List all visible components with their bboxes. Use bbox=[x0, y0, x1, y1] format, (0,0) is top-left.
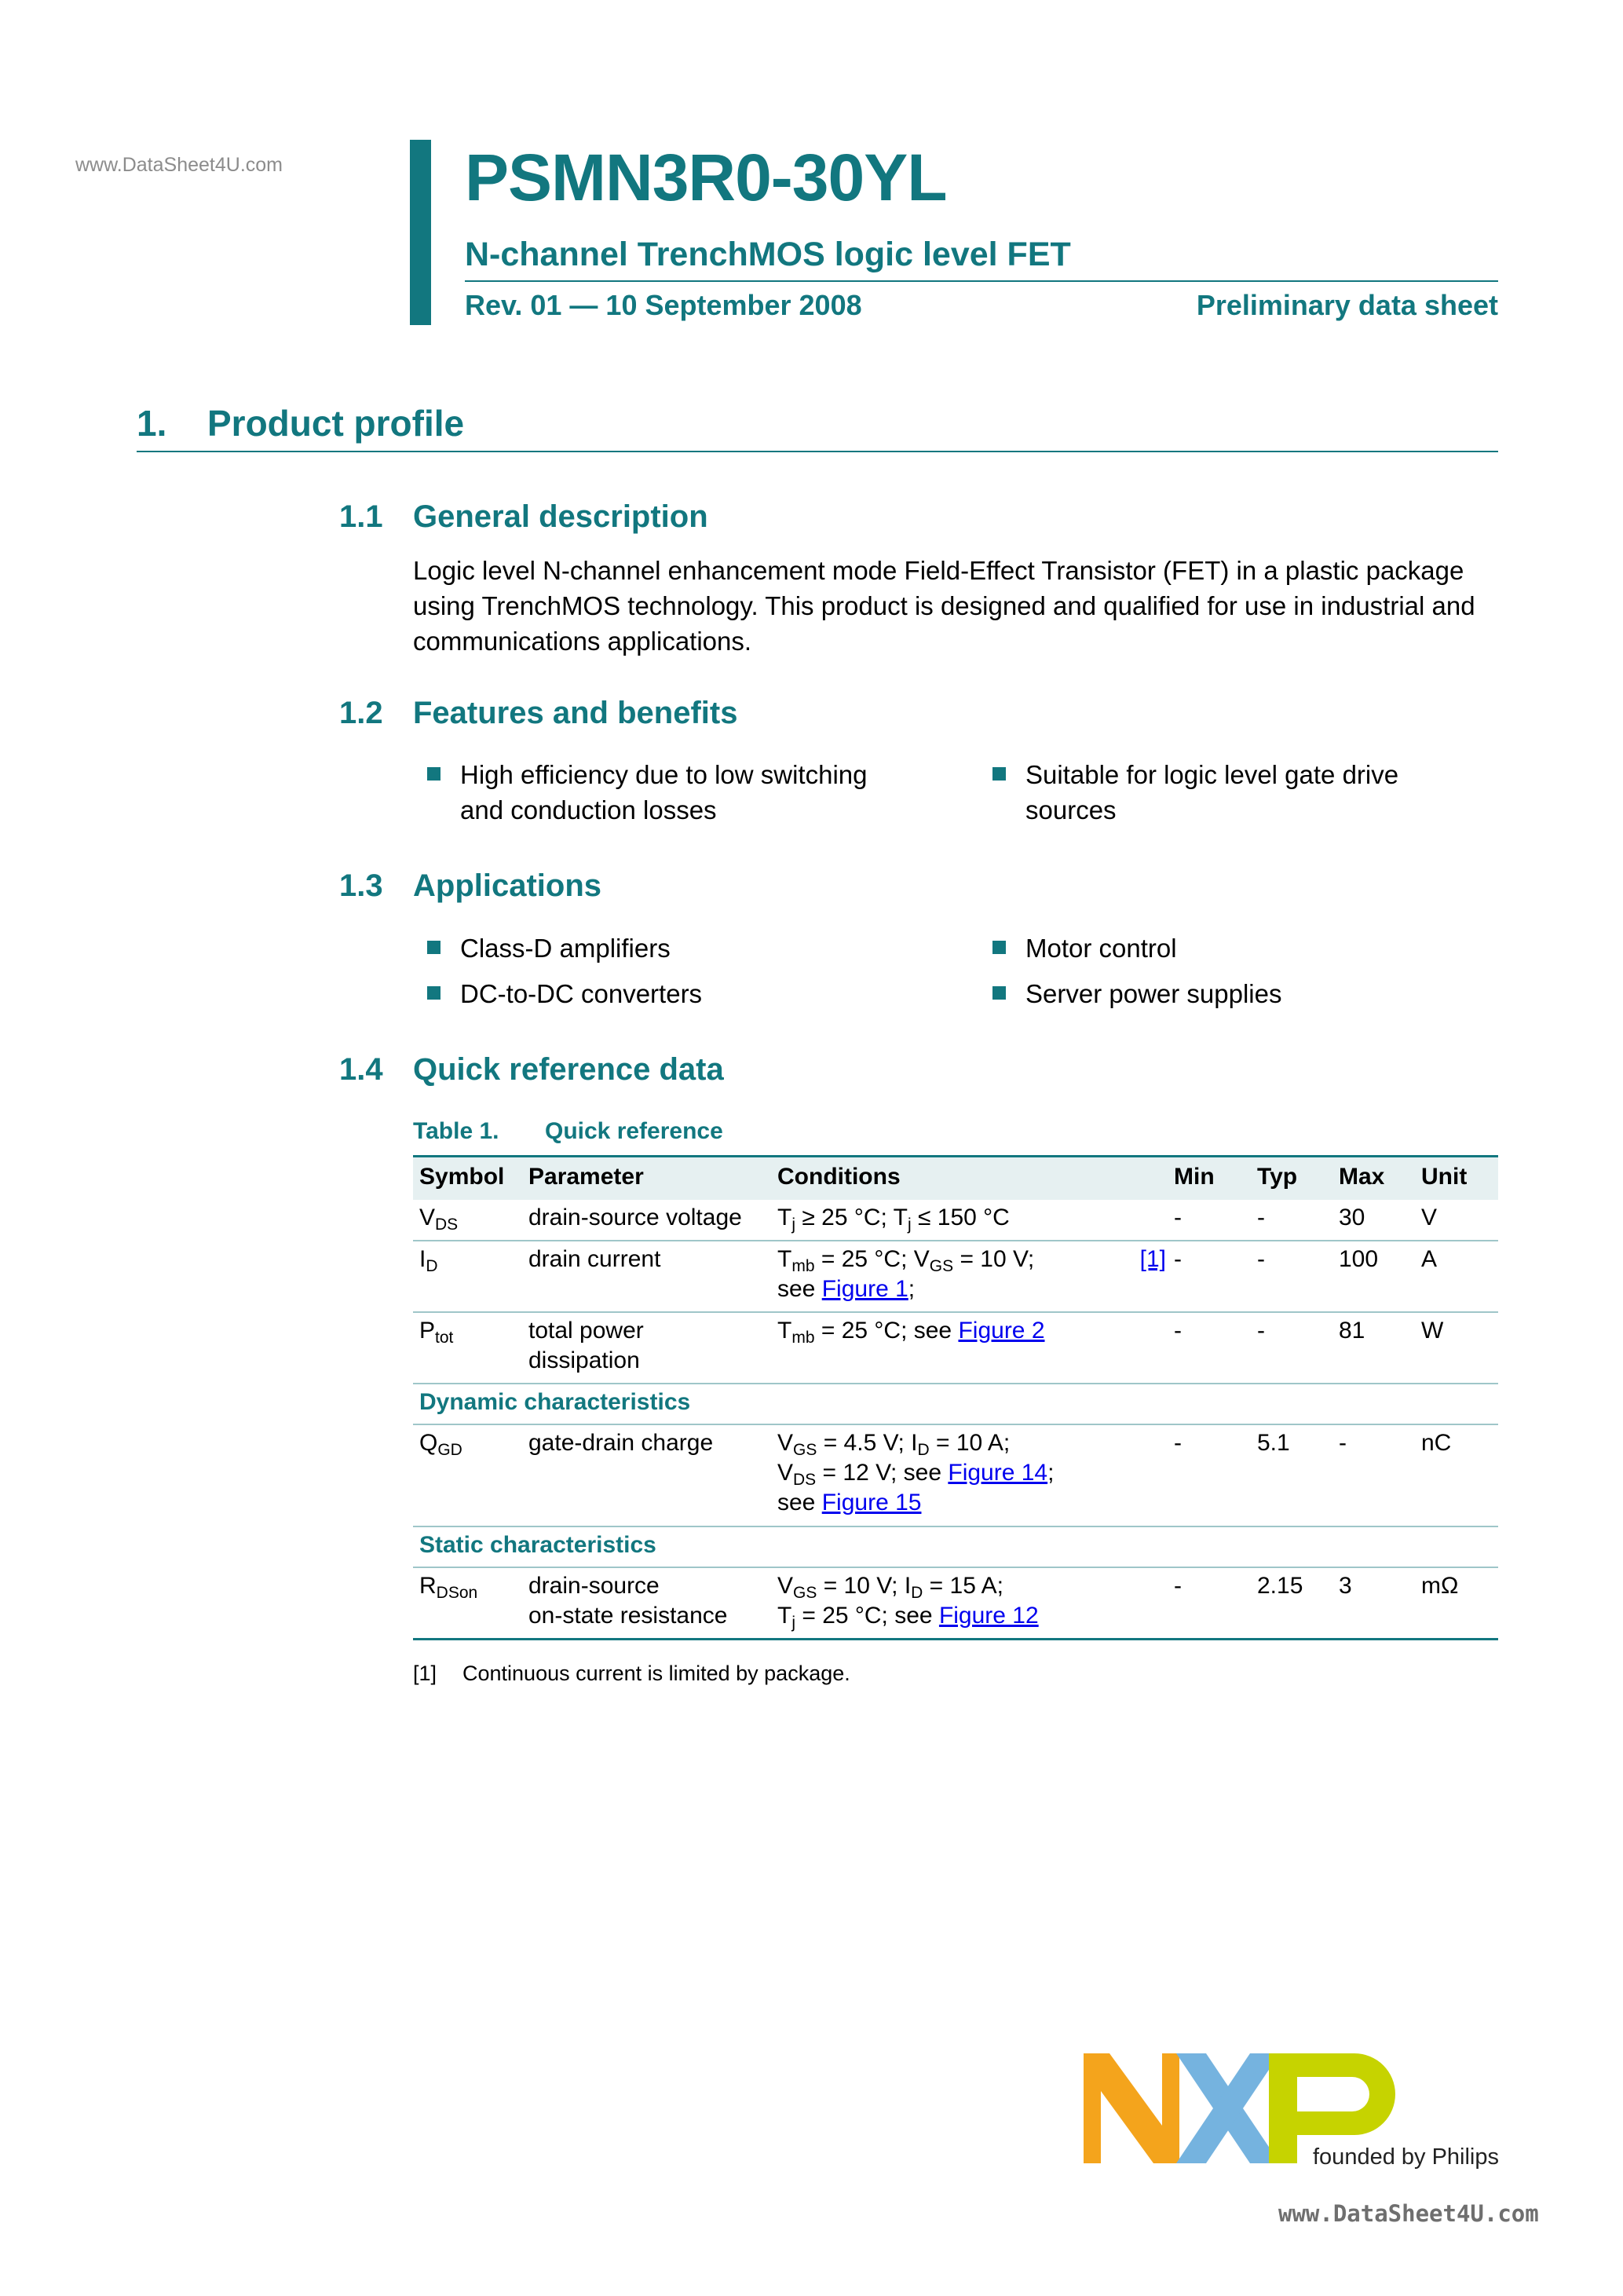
list-item-text: High efficiency due to low switching and conduction losses bbox=[460, 760, 868, 824]
unit-cell: V bbox=[1421, 1205, 1438, 1230]
symbol-cell: $P_{tot}$ bbox=[419, 1318, 454, 1347]
min-cell: - bbox=[1174, 1573, 1182, 1599]
table-header-row bbox=[413, 1157, 1498, 1201]
subsection-title: General description bbox=[413, 499, 708, 534]
subtitle-rule bbox=[465, 280, 1498, 282]
column-header: Parameter bbox=[528, 1164, 644, 1190]
section-label: Static characteristics bbox=[419, 1532, 656, 1558]
list-item-text: DC-to-DC converters bbox=[460, 979, 703, 1008]
symbol-cell: $V_{DS}$ bbox=[419, 1205, 459, 1234]
bullet-square-icon bbox=[427, 986, 440, 1000]
unit-cell: mΩ bbox=[1421, 1573, 1459, 1599]
table-row bbox=[413, 1312, 1498, 1384]
max-cell: - bbox=[1339, 1430, 1347, 1456]
conditions-cell: $V_{GS} = 10$ V; $I_D = 15$ A; $T_j = 25$ °C; see Figure 12 bbox=[777, 1573, 1039, 1632]
table-row bbox=[413, 1241, 1498, 1312]
max-cell: 30 bbox=[1339, 1205, 1365, 1230]
figure-link[interactable]: Figure 1 bbox=[821, 1276, 908, 1302]
subsection-title: Applications bbox=[413, 868, 602, 903]
figure-link[interactable]: Figure 15 bbox=[821, 1490, 922, 1515]
subsection-title: Features and benefits bbox=[413, 696, 738, 730]
section-number: 1. bbox=[137, 403, 167, 444]
bullet-square-icon bbox=[992, 941, 1006, 954]
column-header: Min bbox=[1174, 1164, 1215, 1190]
symbol-cell: $I_D$ bbox=[419, 1246, 438, 1275]
table-row bbox=[413, 1567, 1498, 1639]
watermark-bottom: www.DataSheet4U.com bbox=[1278, 2200, 1539, 2227]
subsection-number: 1.4 bbox=[339, 1052, 383, 1087]
bullet-square-icon bbox=[427, 941, 440, 954]
column-header: Unit bbox=[1421, 1164, 1468, 1190]
bullet-square-icon bbox=[992, 767, 1006, 781]
list-item-text: Class-D amplifiers bbox=[460, 934, 671, 963]
max-cell: 3 bbox=[1339, 1573, 1352, 1599]
document-title: PSMN3R0-30YL bbox=[465, 141, 947, 214]
table-row bbox=[413, 1424, 1498, 1526]
column-header: Symbol bbox=[419, 1164, 505, 1190]
footnote-text: Continuous current is limited by package. bbox=[462, 1662, 850, 1685]
figure-link[interactable]: Figure 2 bbox=[958, 1318, 1045, 1344]
list-item-text: Server power supplies bbox=[1025, 979, 1282, 1008]
figure-link[interactable]: Figure 14 bbox=[948, 1460, 1048, 1486]
conditions-cell: $T_{mb} = 25$ °C; see Figure 2 bbox=[777, 1318, 1045, 1347]
list-item-text: Motor control bbox=[1025, 934, 1177, 963]
table-caption: Quick reference bbox=[545, 1118, 723, 1144]
table-section-row bbox=[413, 1526, 1498, 1567]
footnote-number: [1] bbox=[413, 1662, 437, 1685]
parameter-cell: drain-source voltage bbox=[528, 1205, 742, 1230]
footnote-link[interactable]: [1] bbox=[1139, 1246, 1166, 1272]
watermark-top: www.DataSheet4U.com bbox=[75, 154, 283, 176]
logo-letter-n bbox=[1084, 2053, 1179, 2163]
max-cell: 81 bbox=[1339, 1318, 1365, 1344]
conditions-cell: $T_j \ge 25$ °C; $T_j \le 150$ °C bbox=[777, 1205, 1010, 1234]
min-cell: - bbox=[1174, 1430, 1182, 1456]
unit-cell: W bbox=[1421, 1318, 1444, 1344]
list-item-text: Suitable for logic level gate drive sources bbox=[1025, 760, 1399, 824]
parameter-cell: total power dissipation bbox=[528, 1318, 644, 1373]
title-accent-bar bbox=[410, 140, 431, 325]
bullet-square-icon bbox=[427, 767, 440, 781]
table-row bbox=[413, 1200, 1498, 1241]
parameter-cell: gate-drain charge bbox=[528, 1430, 714, 1456]
column-header: Typ bbox=[1257, 1164, 1298, 1190]
parameter-cell: drain-source on-state resistance bbox=[528, 1573, 728, 1629]
document-type: Preliminary data sheet bbox=[1196, 289, 1498, 321]
general-description-text: Logic level N-channel enhancement mode Field-Effect Transistor (FET) in a plastic package using TrenchMOS technology. This product is designed and qualified for use in industrial and communications applications. bbox=[413, 556, 1475, 656]
subsection-number: 1.1 bbox=[339, 499, 383, 534]
subsection-number: 1.3 bbox=[339, 868, 383, 903]
parameter-cell: drain current bbox=[528, 1246, 661, 1272]
revision-info: Rev. 01 — 10 September 2008 bbox=[465, 289, 862, 321]
symbol-cell: $R_{DSon}$ bbox=[419, 1573, 478, 1602]
table-section-row bbox=[413, 1384, 1498, 1424]
max-cell: 100 bbox=[1339, 1246, 1379, 1272]
typ-cell: - bbox=[1257, 1318, 1265, 1344]
symbol-cell: $Q_{GD}$ bbox=[419, 1430, 462, 1459]
conditions-cell: $V_{GS} = 4.5$ V; $I_D = 10$ A; $V_{DS} = 12$ V; see Figure 14; see Figure 15 bbox=[777, 1430, 1055, 1515]
column-header: Conditions bbox=[777, 1164, 901, 1190]
unit-cell: nC bbox=[1421, 1430, 1452, 1456]
subsection-title: Quick reference data bbox=[413, 1052, 724, 1087]
section-label: Dynamic characteristics bbox=[419, 1389, 691, 1415]
typ-cell: - bbox=[1257, 1205, 1265, 1230]
typ-cell: 5.1 bbox=[1257, 1430, 1290, 1456]
subsection-number: 1.2 bbox=[339, 696, 383, 730]
figure-link[interactable]: Figure 12 bbox=[938, 1603, 1039, 1629]
min-cell: - bbox=[1174, 1205, 1182, 1230]
typ-cell: - bbox=[1257, 1246, 1265, 1272]
column-header: Max bbox=[1339, 1164, 1385, 1190]
conditions-cell: $T_{mb} = 25$ °C; $V_{GS} = 10$ V; see Figure 1; [1] bbox=[777, 1246, 1166, 1302]
unit-cell: A bbox=[1421, 1246, 1438, 1272]
section-title: Product profile bbox=[207, 403, 465, 444]
typ-cell: 2.15 bbox=[1257, 1573, 1303, 1599]
logo-tagline: founded by Philips bbox=[1313, 2144, 1499, 2170]
document-subtitle: N-channel TrenchMOS logic level FET bbox=[465, 236, 1071, 273]
min-cell: - bbox=[1174, 1246, 1182, 1272]
table-caption-number: Table 1. bbox=[413, 1118, 499, 1144]
min-cell: - bbox=[1174, 1318, 1182, 1344]
section-rule bbox=[137, 451, 1498, 452]
quick-reference-table bbox=[413, 1155, 1498, 1640]
bullet-square-icon bbox=[992, 986, 1006, 1000]
